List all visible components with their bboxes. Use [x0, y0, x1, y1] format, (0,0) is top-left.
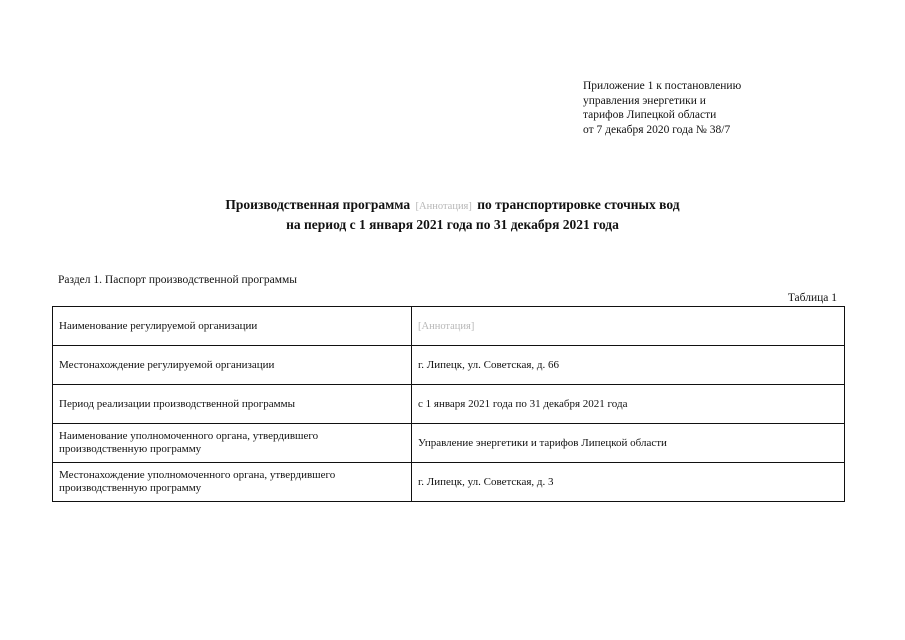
table-row — [53, 346, 845, 385]
passport-table — [52, 306, 845, 502]
appendix-line-3: тарифов Липецкой области — [583, 109, 717, 121]
table-row — [53, 307, 845, 346]
row-label: Наименование уполномоченного органа, утвердившего производственную программу — [53, 424, 412, 463]
appendix-note — [583, 79, 741, 137]
row-value: с 1 января 2021 года по 31 декабря 2021 года — [412, 385, 845, 424]
table-label: Таблица 1 — [787, 292, 837, 304]
appendix-line-1: Приложение 1 к постановлению — [583, 80, 742, 92]
row-value: Управление энергетики и тарифов Липецкой области — [412, 424, 845, 463]
organization-annotation: [Аннотация] — [418, 320, 475, 332]
table-row — [53, 424, 845, 463]
title-annotation: [Аннотация] — [415, 201, 472, 212]
table-row — [53, 385, 845, 424]
row-label: Местонахождение регулируемой организации — [53, 346, 412, 385]
row-value: г. Липецк, ул. Советская, д. 66 — [412, 346, 845, 385]
title-part-2: по транспортировке сточных вод — [477, 197, 680, 212]
row-label: Местонахождение уполномоченного органа, утвердившего производственную программу — [53, 463, 412, 502]
appendix-line-4: от 7 декабря 2020 года № 38/7 — [583, 123, 731, 136]
row-label: Период реализации производственной программы — [53, 385, 412, 424]
document-title — [0, 196, 905, 234]
row-label: Наименование регулируемой организации — [53, 307, 412, 346]
title-line-2: на период с 1 января 2021 года по 31 декабря 2021 года — [286, 217, 619, 232]
table-row — [53, 463, 845, 502]
row-value — [412, 307, 845, 346]
title-line-1 — [0, 196, 905, 216]
row-value: г. Липецк, ул. Советская, д. 3 — [412, 463, 845, 502]
section-heading: Раздел 1. Паспорт производственной программы — [58, 274, 297, 286]
title-part-1: Производственная программа — [225, 197, 411, 212]
appendix-line-2: управления энергетики и — [583, 94, 706, 107]
